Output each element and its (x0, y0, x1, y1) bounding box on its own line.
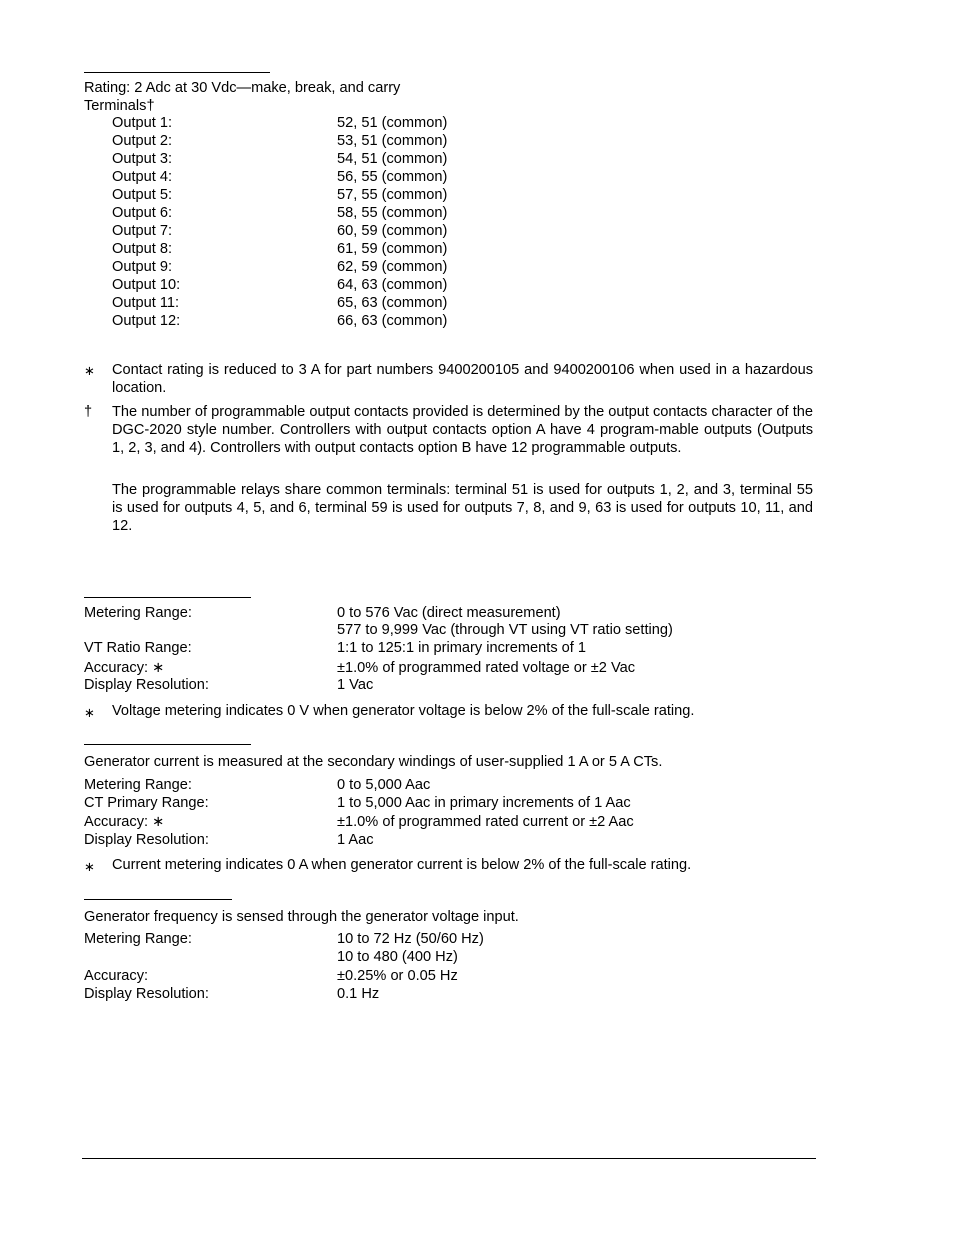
voltage-spec-value: 577 to 9,999 Vac (through VT using VT ratio setting) (337, 622, 673, 638)
output-terminal-label: Output 10: (112, 277, 181, 293)
output-terminal-value: 58, 55 (common) (337, 205, 448, 221)
voltage-spec-label: Metering Range: (84, 605, 192, 621)
section-rule-output-contacts (84, 72, 270, 73)
voltage-note-mark: ∗ (84, 705, 95, 720)
output-terminal-value: 65, 63 (common) (337, 295, 448, 311)
output-terminal-value: 66, 63 (common) (337, 313, 448, 329)
note-star-mark: ∗ (84, 363, 95, 378)
voltage-spec-label: Accuracy: ∗ (84, 660, 165, 676)
frequency-spec-value: ±0.25% or 0.05 Hz (337, 968, 458, 984)
current-spec-label: CT Primary Range: (84, 795, 209, 811)
output-terminal-label: Output 2: (112, 133, 173, 149)
current-intro: Generator current is measured at the secondary windings of user-supplied 1 A or 5 A CTs. (84, 754, 663, 770)
voltage-spec-label: VT Ratio Range: (84, 640, 192, 656)
note-common-terminals: The programmable relays share common terminals: terminal 51 is used for outputs 1, 2, and 3, terminal 55 is used for outputs 4, 5, and 6, terminal 59 is used for outputs 7, 8, and 9, 63 is used for outputs 10, 11, and 12. (112, 482, 813, 534)
output-terminal-label: Output 4: (112, 169, 173, 185)
terminals-label: Terminals† (84, 98, 155, 114)
output-terminal-label: Output 7: (112, 223, 173, 239)
note-programmable-outputs: The number of programmable output contacts provided is determined by the output contacts character of the DGC-2020 style number. Controllers with output contacts option A have 4 program-mable outputs (Outputs 1, 2, 3, and 4). Controllers with output contacts option B have 12 programmable outputs. (112, 404, 813, 456)
voltage-spec-value: 1 Vac (337, 677, 374, 693)
output-terminal-value: 56, 55 (common) (337, 169, 448, 185)
output-terminal-value: 60, 59 (common) (337, 223, 448, 239)
output-terminal-value: 53, 51 (common) (337, 133, 448, 149)
note-contact-rating: Contact rating is reduced to 3 A for part numbers 9400200105 and 9400200106 when used in a hazardous location. (112, 362, 813, 396)
voltage-spec-label: Display Resolution: (84, 677, 209, 693)
output-terminal-label: Output 6: (112, 205, 173, 221)
output-terminal-value: 64, 63 (common) (337, 277, 448, 293)
note-dagger-mark: † (84, 404, 93, 420)
output-terminal-label: Output 11: (112, 295, 180, 311)
footer-rule (82, 1158, 816, 1159)
output-terminal-label: Output 8: (112, 241, 173, 257)
output-terminal-label: Output 3: (112, 151, 173, 167)
current-spec-label: Accuracy: ∗ (84, 814, 165, 830)
current-spec-value: 1 Aac (337, 832, 374, 848)
output-terminal-label: Output 9: (112, 259, 173, 275)
output-terminal-label: Output 12: (112, 313, 181, 329)
voltage-spec-value: 1:1 to 125:1 in primary increments of 1 (337, 640, 587, 656)
output-terminal-value: 62, 59 (common) (337, 259, 448, 275)
output-terminal-label: Output 1: (112, 115, 173, 131)
current-note-mark: ∗ (84, 859, 95, 874)
voltage-note: Voltage metering indicates 0 V when generator voltage is below 2% of the full-scale rating. (112, 703, 695, 719)
frequency-spec-value: 10 to 480 (400 Hz) (337, 949, 458, 965)
voltage-spec-value: 0 to 576 Vac (direct measurement) (337, 605, 561, 621)
section-rule-frequency (84, 899, 232, 900)
current-spec-value: 0 to 5,000 Aac (337, 777, 431, 793)
frequency-spec-value: 0.1 Hz (337, 986, 380, 1002)
output-rating: Rating: 2 Adc at 30 Vdc—make, break, and carry (84, 80, 401, 96)
current-note: Current metering indicates 0 A when generator current is below 2% of the full-scale rating. (112, 857, 692, 873)
section-rule-voltage (84, 597, 251, 598)
frequency-spec-label: Metering Range: (84, 931, 192, 947)
current-spec-value: 1 to 5,000 Aac in primary increments of 1 Aac (337, 795, 631, 811)
frequency-intro: Generator frequency is sensed through the generator voltage input. (84, 909, 519, 925)
output-terminal-value: 54, 51 (common) (337, 151, 448, 167)
current-spec-label: Display Resolution: (84, 832, 209, 848)
frequency-spec-value: 10 to 72 Hz (50/60 Hz) (337, 931, 484, 947)
voltage-spec-value: ±1.0% of programmed rated voltage or ±2 Vac (337, 660, 636, 676)
current-spec-label: Metering Range: (84, 777, 192, 793)
section-rule-current (84, 744, 251, 745)
output-terminal-value: 57, 55 (common) (337, 187, 448, 203)
current-spec-value: ±1.0% of programmed rated current or ±2 Aac (337, 814, 634, 830)
output-terminal-value: 61, 59 (common) (337, 241, 448, 257)
frequency-spec-label: Display Resolution: (84, 986, 209, 1002)
output-terminal-value: 52, 51 (common) (337, 115, 448, 131)
output-terminal-label: Output 5: (112, 187, 173, 203)
frequency-spec-label: Accuracy: (84, 968, 149, 984)
